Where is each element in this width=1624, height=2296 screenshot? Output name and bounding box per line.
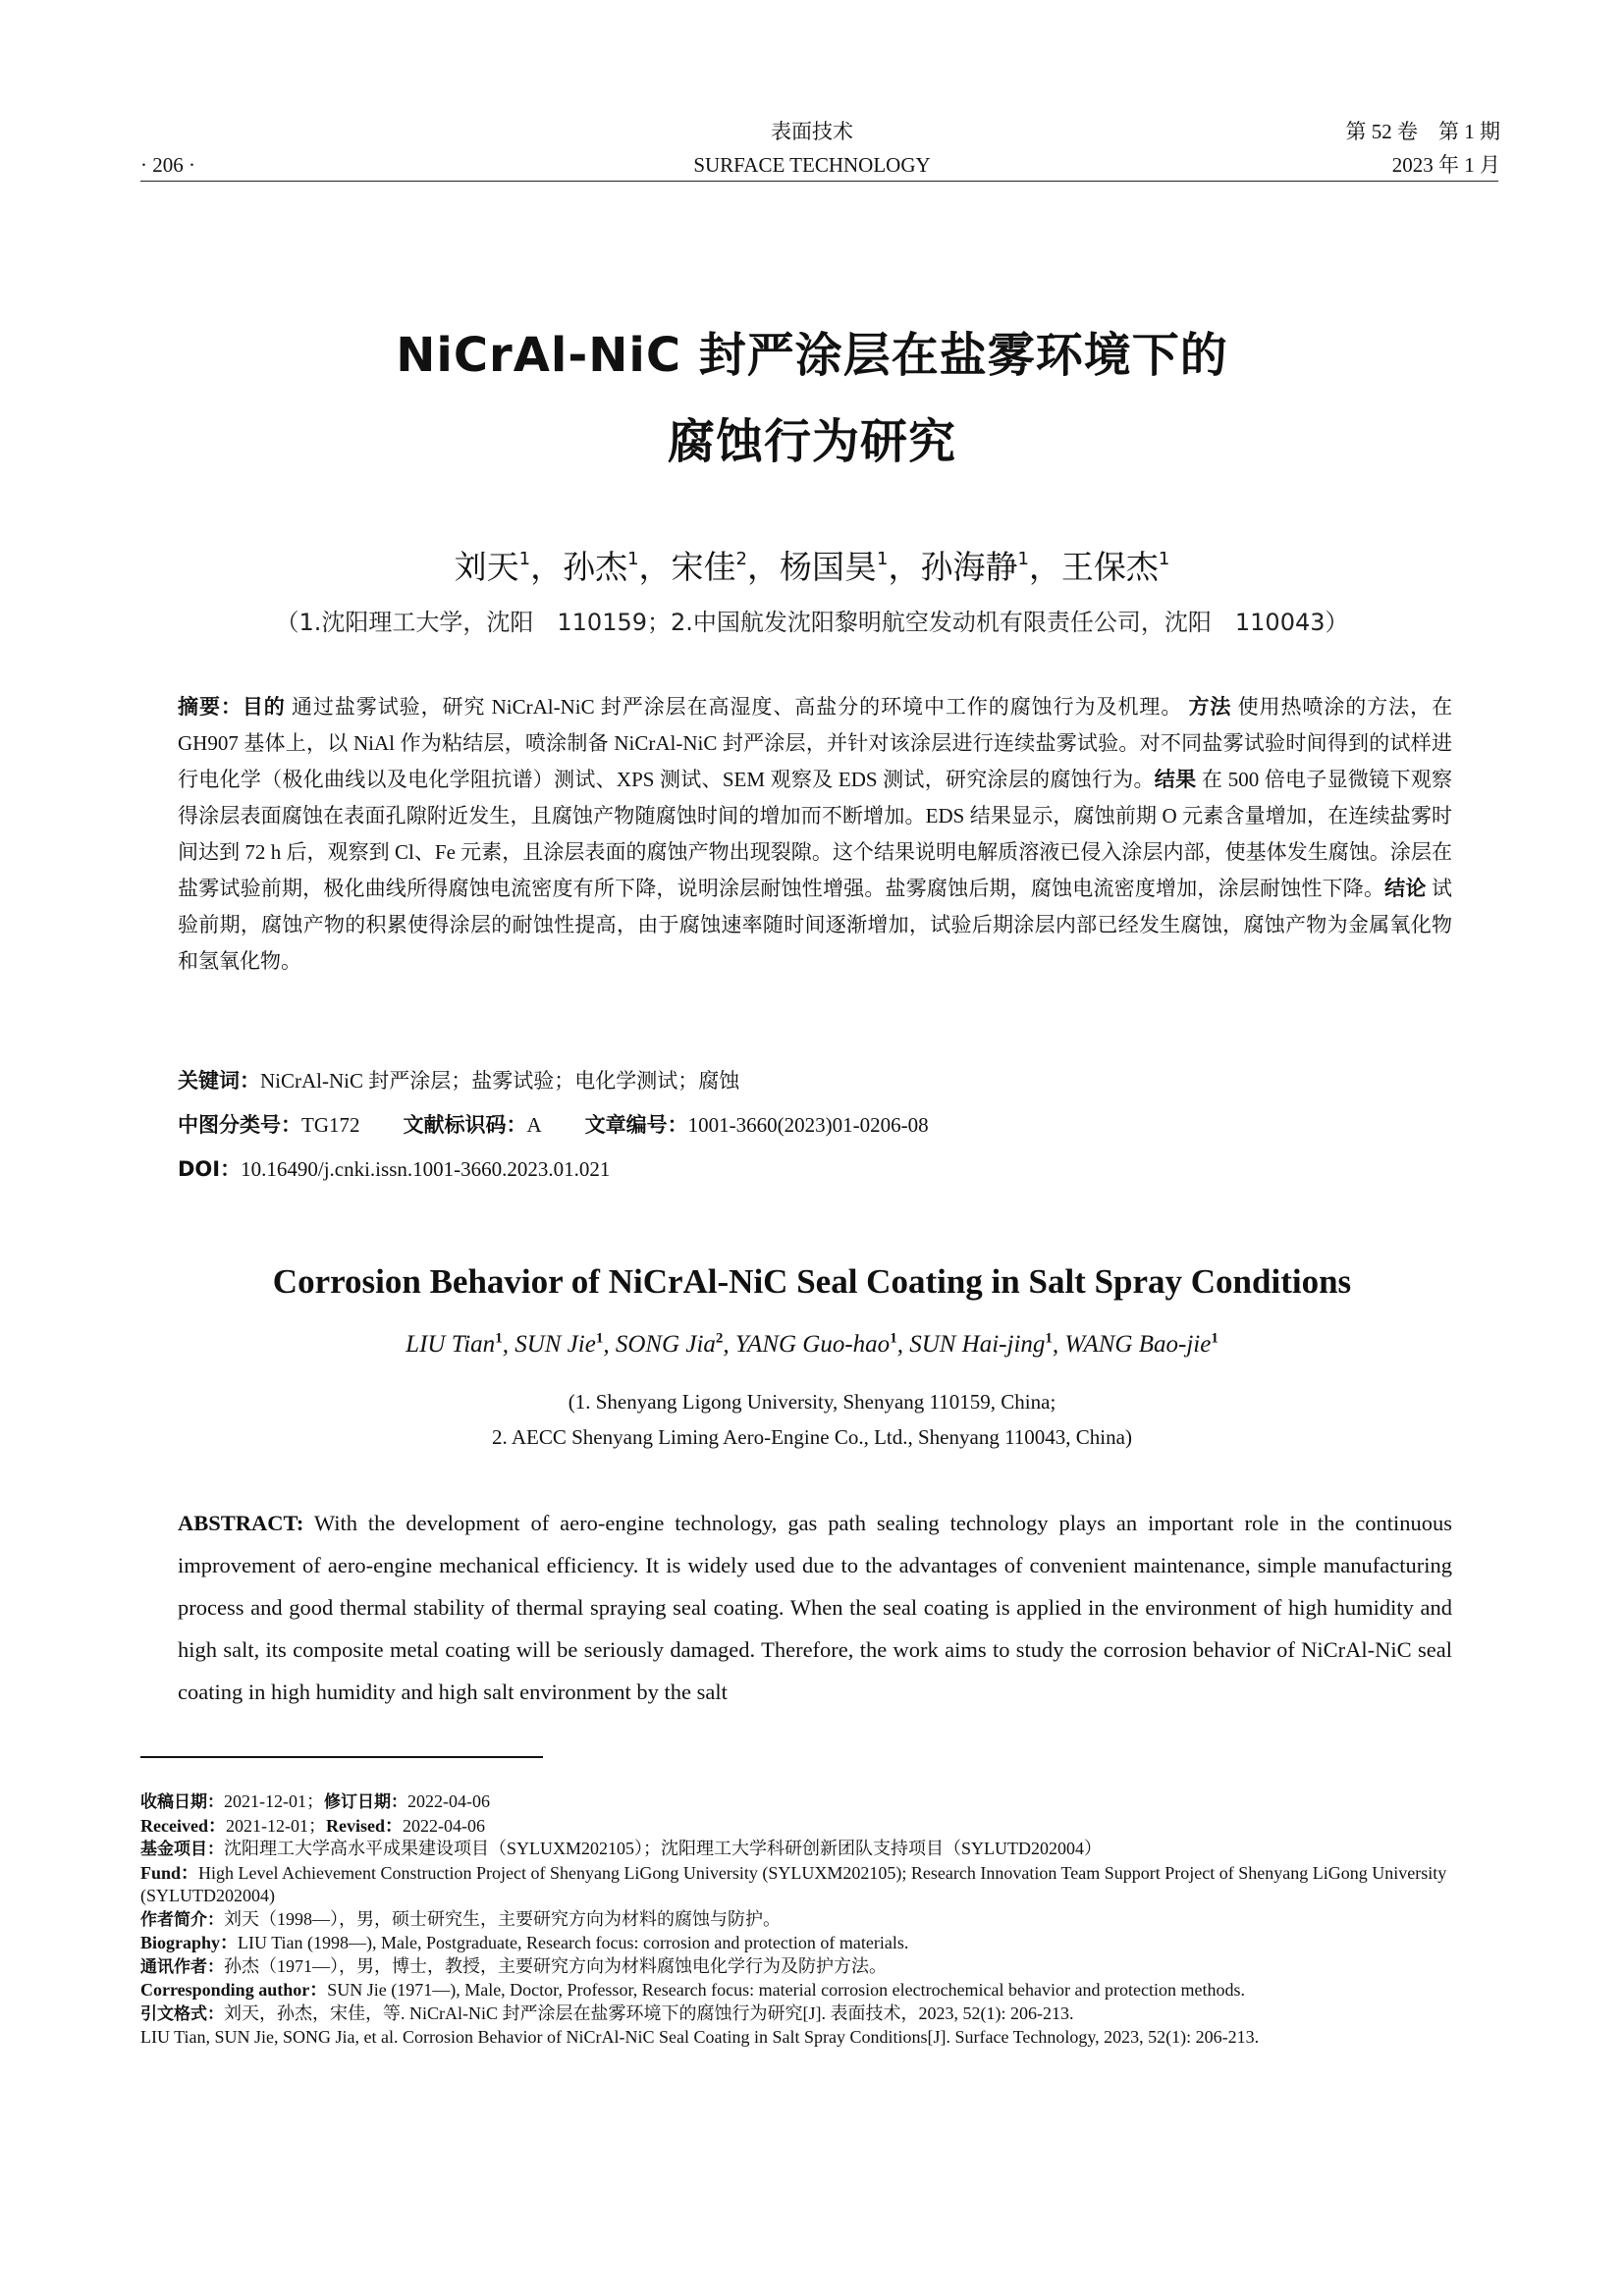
footnote-rule [140, 1756, 543, 1758]
authors-en: LIU Tian$^1$, SUN Jie$^1$, SONG Jia$^2$, YANG Guo-hao$^1$, SUN Hai-jing$^1$, WANG Bao-jie$^1$ [406, 1331, 1218, 1359]
author-en: LIU Tian$^1$ [406, 1331, 503, 1359]
abstract-cn-label: 摘要： [178, 695, 243, 719]
keywords-value: NiCrAl-NiC 封严涂层；盐雾试验；电化学测试；腐蚀 [260, 1069, 740, 1093]
article-no-label: 文章编号： [584, 1113, 688, 1137]
abstract-cn [178, 689, 1452, 980]
keywords-label: 关键词： [178, 1069, 260, 1093]
method-label: 方法 [1188, 695, 1232, 719]
bio-cn: 作者简介：刘天（1998—），男，硕士研究生，主要研究方向为材料的腐蚀与防护。 [140, 1908, 781, 1930]
corresponding-en: Corresponding author：SUN Jie (1971—), Male, Doctor, Professor, Research focus: material corrosion electrochemical behavior and protection methods. [140, 1980, 1245, 2000]
fund-en: Fund：High Level Achievement Construction Project of Shenyang LiGong University (SYLUXM202105); Research Innovation Team Support Project of Shenyang LiGong University (SYLUTD202004) [140, 1862, 1447, 1905]
doc-code-value: A [526, 1113, 542, 1137]
affiliation-en-line1: (1. Shenyang Ligong University, Shenyang 110159, China; [568, 1390, 1056, 1414]
authors-cn: 刘天$^1$，孙杰$^1$，宋佳$^2$，杨国昊$^1$，孙海静$^1$，王保杰$^1$ [454, 548, 1170, 586]
footnotes [140, 1790, 1498, 2050]
journal-name-en: SURFACE TECHNOLOGY [693, 153, 931, 177]
classification-line [178, 1107, 1452, 1144]
author-cn: 刘天$^1$ [454, 548, 531, 586]
title-cn-line2: 腐蚀行为研究 [667, 414, 956, 469]
author-en: WANG Bao-jie$^1$ [1064, 1331, 1218, 1359]
title-cn-line1: NiCrAl-NiC 封严涂层在盐雾环境下的 [396, 328, 1228, 383]
author-en: YANG Guo-hao$^1$ [734, 1331, 897, 1359]
journal-name-cn: 表面技术 [771, 120, 853, 143]
citation-cn: 引文格式：刘天，孙杰，宋佳，等. NiCrAl-NiC 封严涂层在盐雾环境下的腐蚀行为研究[J]. 表面技术，2023, 52(1): 206-213. [140, 2002, 1074, 2024]
received-cn: 收稿日期：2021-12-01；修订日期：2022-04-06 [140, 1791, 490, 1812]
doc-code-label: 文献标识码： [403, 1113, 527, 1137]
affiliation-en-line2: 2. AECC Shenyang Liming Aero-Engine Co., Ltd., Shenyang 110043, China) [492, 1425, 1132, 1449]
author-cn: 王保杰$^1$ [1060, 548, 1170, 586]
clc-value: TG172 [301, 1113, 360, 1137]
abstract-en-label: ABSTRACT: [178, 1511, 304, 1535]
article-no-value: 1001-3660(2023)01-0206-08 [687, 1113, 929, 1137]
author-cn: 杨国昊$^1$ [780, 548, 889, 586]
doi-label: DOI： [178, 1157, 242, 1181]
doi-value[interactable]: 10.16490/j.cnki.issn.1001-3660.2023.01.021 [241, 1157, 611, 1181]
title-en: Corrosion Behavior of NiCrAl-NiC Seal Coating in Salt Spray Conditions [272, 1262, 1352, 1301]
fund-cn: 基金项目：沈阳理工大学高水平成果建设项目（SYLUXM202105）；沈阳理工大学科研创新团队支持项目（SYLUTD202004） [140, 1839, 1103, 1859]
header-rule [140, 181, 1498, 182]
abstract-en-text: With the development of aero-engine technology, gas path sealing technology plays an important role in the continuous improvement of aero-engine mechanical efficiency. It is widely used due to the advantages of convenient maintenance, simple manufacturing process and good thermal stability of thermal spraying seal coating. When the seal coating is applied in the environment of high humidity and high salt, its composite metal coating will be seriously damaged. Therefore, the work aims to study the corrosion behavior of NiCrAl-NiC seal coating in high humidity and high salt environment by the salt [178, 1511, 1452, 1704]
issue-date: 2023 年 1 月 [1391, 153, 1500, 177]
author-en: SUN Jie$^1$ [514, 1331, 604, 1359]
result-text: 在 500 倍电子显微镜下观察得涂层表面腐蚀在表面孔隙附近发生，且腐蚀产物随腐蚀时间的增加而不断增加。EDS 结果显示，腐蚀前期 O 元素含量增加，在连续盐雾时间达到 72 h 后，观察到 Cl、Fe 元素，且涂层表面的腐蚀产物出现裂隙。这个结果说明电解质溶液已侵入涂层内部，使基体发生腐蚀。涂层在盐雾试验前期，极化曲线所得腐蚀电流密度有所下降，说明涂层耐蚀性增强。盐雾腐蚀后期，腐蚀电流密度增加，涂层耐蚀性下降。 [178, 768, 1453, 900]
conclusion-label: 结论 [1384, 877, 1427, 900]
result-label: 结果 [1154, 768, 1197, 791]
author-en: SONG Jia$^2$ [615, 1331, 724, 1359]
purpose-text: 通过盐雾试验，研究 NiCrAl-NiC 封严涂层在高湿度、高盐分的环境中工作的腐蚀行为及机理。 [291, 695, 1183, 719]
abstract-en [178, 1502, 1452, 1713]
volume-issue: 第 52 卷 第 1 期 [1345, 120, 1500, 143]
clc-label: 中图分类号： [178, 1113, 301, 1137]
page-number: · 206 · [140, 153, 195, 177]
received-en: Received：2021-12-01；Revised：2022-04-06 [140, 1815, 485, 1836]
author-en: SUN Hai-jing$^1$ [909, 1331, 1053, 1359]
doi-line [178, 1151, 1452, 1188]
method-text: 使用热喷涂的方法，在 GH907 基体上，以 NiAl 作为粘结层，喷涂制备 NiCrAl-NiC 封严涂层，并针对该涂层进行连续盐雾试验。对不同盐雾试验时间得到的试样进行电化学（极化曲线以及电化学阻抗谱）测试、XPS 测试、SEM 观察及 EDS 测试，研究涂层的腐蚀行为。 [178, 695, 1453, 791]
bio-en: Biography：LIU Tian (1998—), Male, Postgraduate, Research focus: corrosion and protection of materials. [140, 1933, 909, 1952]
author-cn: 孙海静$^1$ [920, 548, 1029, 586]
author-cn: 宋佳$^2$ [671, 548, 747, 586]
affiliation-cn: （1.沈阳理工大学，沈阳 110159；2.中国航发沈阳黎明航空发动机有限责任公司，沈阳 110043） [275, 609, 1349, 636]
citation-en: LIU Tian, SUN Jie, SONG Jia, et al. Corrosion Behavior of NiCrAl-NiC Seal Coating in Salt Spray Conditions[J]. Surface Technology, 2023, 52(1): 206-213. [140, 2027, 1260, 2047]
purpose-label: 目的 [242, 695, 286, 719]
keywords-cn [178, 1063, 1452, 1099]
conclusion-text: 试验前期，腐蚀产物的积累使得涂层的耐蚀性提高，由于腐蚀速率随时间逐渐增加，试验后期涂层内部已经发生腐蚀，腐蚀产物为金属氧化物和氢氧化物。 [178, 877, 1453, 973]
author-cn: 孙杰$^1$ [563, 548, 639, 586]
corresponding-cn: 通讯作者：孙杰（1971—），男，博士，教授，主要研究方向为材料腐蚀电化学行为及防护方法。 [140, 1955, 887, 1977]
